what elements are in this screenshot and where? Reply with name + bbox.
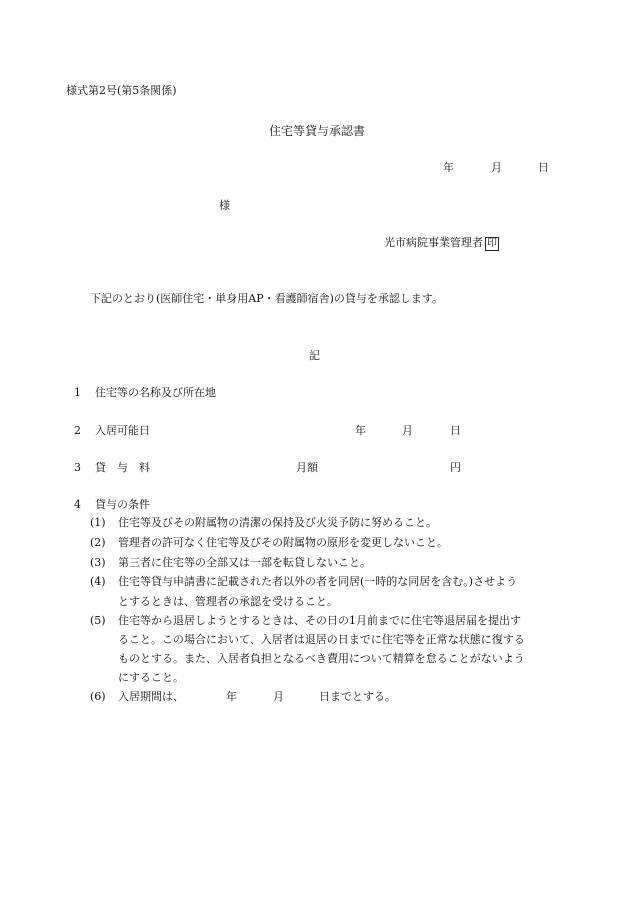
addressee-suffix: 様 [219,199,230,212]
item-label: 貸与の条件 [95,498,150,511]
period-year-label: 年 [226,690,237,703]
issuer-name: 光市病院事業管理者 [384,236,483,249]
date-month-label: 月 [491,161,502,174]
condition-number: (1) [90,516,106,529]
item-number: 4 [74,498,81,511]
seal-stamp: 印 [487,238,497,249]
condition-text: 管理者の許可なく住宅等及びその附属物の原形を変更しないこと。 [118,536,448,549]
condition-text-line: にすること。 [118,671,184,684]
monthly-label: 月額 [296,461,318,474]
condition-text-line: とするときは、管理者の承認を受けること。 [118,595,338,608]
form-number-label: 様式第2号(第5条関係) [66,84,177,97]
item-label: 住宅等の名称及び所在地 [95,386,216,399]
condition-text: 第三者に住宅等の全部又は一部を転貸しないこと。 [118,556,371,569]
condition-text-line: ものとする。また、入居者負担となるべき費用について精算を怠ることがないよう [118,652,525,665]
issuer-line [384,236,499,251]
condition-text-line: 住宅等から退居しようとするときは、その日の1月前までに住宅等退居届を提出す [118,614,521,627]
condition-number: (2) [90,536,106,549]
document-title: 住宅等貸与承認書 [269,124,366,138]
condition-text-line: 住宅等貸与申請書に記載された者以外の者を同居(一時的な同居を含む。)させよう [118,575,518,588]
date-day-label: 日 [538,161,549,174]
yen-label: 円 [450,461,461,474]
condition-number: (3) [90,556,106,569]
condition-number: (6) [90,690,106,703]
intro-text: 下記のとおり(医師住宅・単身用AP・看護師宿舎)の貸与を承認します。 [90,292,444,305]
condition-number: (4) [90,575,106,588]
item-label: 貸 与 料 [95,461,150,474]
move-in-year-label: 年 [355,424,366,437]
move-in-month-label: 月 [402,424,413,437]
condition-number: (5) [90,614,106,627]
item-label: 入居可能日 [95,424,150,437]
item-number: 2 [74,424,81,437]
item-number: 1 [74,386,81,399]
period-until-label: 日までとする。 [319,690,396,703]
period-month-label: 月 [273,690,284,703]
date-year-label: 年 [443,161,454,174]
condition-text: 住宅等及びその附属物の清潔の保持及び火災予防に努めること。 [118,516,437,529]
condition-text: 入居期間は、 [118,690,184,703]
move-in-day-label: 日 [450,424,461,437]
ki-heading: 記 [309,349,320,362]
item-number: 3 [74,461,81,474]
condition-text-line: ること。この場合において、入居者は退居の日までに住宅等を正常な状態に復する [118,633,525,646]
